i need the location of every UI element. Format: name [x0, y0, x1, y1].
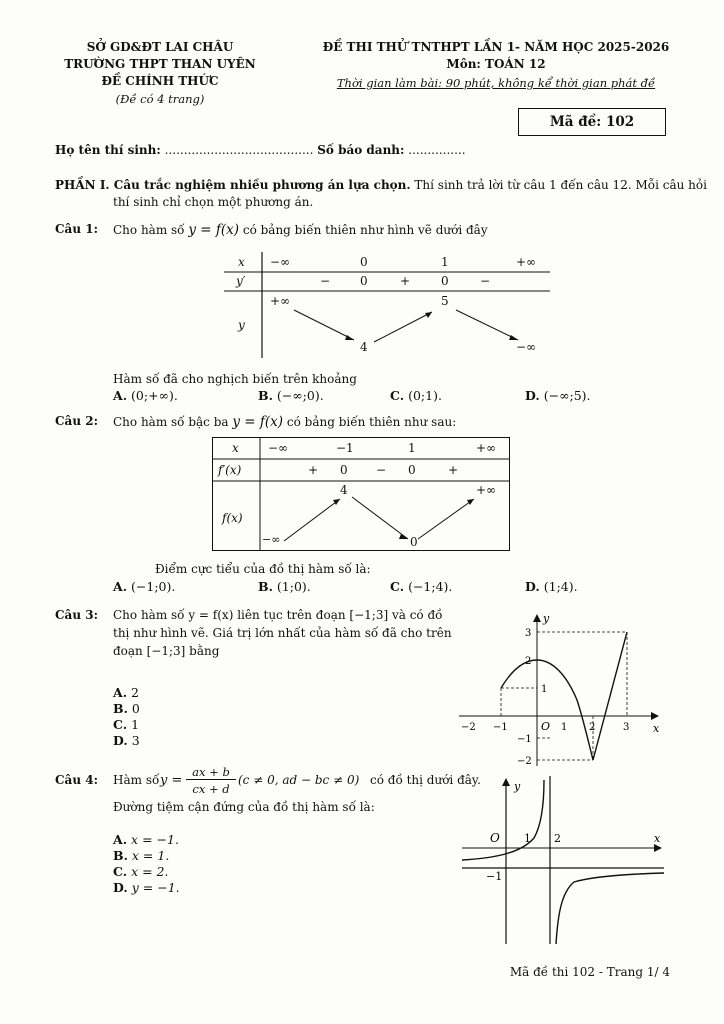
q4-text-a: Hàm số — [113, 773, 160, 787]
q4-y-axis-label: y — [514, 780, 521, 793]
q4-hyperbola-graph — [458, 772, 668, 948]
q1-table-y-neginf: −∞ — [516, 340, 537, 354]
q2-table-f-0: 0 — [410, 535, 418, 549]
q2-table-x-neginf: −∞ — [268, 441, 289, 455]
q3-x-tick-neg1: −1 — [493, 722, 508, 733]
q2-option-c-key: C. — [390, 579, 405, 594]
q3-option-c-value: 1 — [131, 717, 140, 732]
q2-variation-table — [212, 437, 510, 551]
q1-variation-table — [224, 252, 550, 360]
q1-table-yp-sign1: − — [320, 274, 331, 288]
q1-table-yp-label: y′ — [236, 274, 246, 288]
q2-option-c[interactable] — [390, 579, 452, 594]
q3-option-b[interactable] — [113, 701, 140, 716]
q3-option-b-value: 0 — [131, 701, 140, 716]
q3-label: Câu 3: — [55, 608, 99, 622]
q4-condition: (c ≠ 0, ad − bc ≠ 0) — [238, 773, 360, 787]
q2-formula: y = f(x) — [232, 414, 284, 430]
q1-option-d-value: (−∞;5). — [543, 388, 591, 403]
q2-option-c-value: (−1;4). — [408, 579, 453, 594]
official-label: ĐỀ CHÍNH THỨC — [101, 74, 219, 88]
q2-table-fp-sign3: + — [448, 463, 459, 477]
q4-option-d-value: y = −1. — [131, 880, 180, 895]
q1-table-yp-sign2: + — [400, 274, 411, 288]
q1-option-a-value: (0;+∞). — [131, 388, 178, 403]
q2-text-a: Cho hàm số bậc ba — [113, 415, 229, 429]
q1-option-c-value: (0;1). — [408, 388, 442, 403]
q4-option-a[interactable] — [113, 832, 179, 847]
q2-table-x-label: x — [232, 441, 239, 455]
q3-y-tick-1: 1 — [541, 684, 548, 695]
q4-text-b: có đồ thị dưới đây. — [370, 773, 481, 787]
q1-table-x-neginf: −∞ — [270, 255, 291, 269]
q4-option-b-value: x = 1. — [131, 848, 170, 863]
q4-option-b[interactable] — [113, 848, 169, 863]
q2-table-f-neginf: −∞ — [262, 533, 281, 546]
q2-option-a[interactable] — [113, 579, 175, 594]
q4-option-c-value: x = 2. — [131, 864, 169, 879]
q1-table-x-0: 0 — [360, 255, 368, 269]
q1-option-d-key: D. — [525, 388, 540, 403]
part-1-heading — [55, 178, 707, 192]
q1-table-yp-zero2: 0 — [441, 274, 449, 288]
q4-label: Câu 4: — [55, 773, 99, 787]
time-label: Thời gian làm bài: 90 phút, không kể thời gian phát đề — [336, 76, 656, 90]
q3-y-tick-neg1: −1 — [517, 734, 532, 745]
q1-table-yp-zero1: 0 — [360, 274, 368, 288]
q3-x-tick-neg2: −2 — [461, 722, 476, 733]
q1-text — [113, 222, 488, 238]
q2-table-fp-zero1: 0 — [340, 463, 348, 477]
q3-option-c-key: C. — [113, 717, 128, 732]
q1-option-c-key: C. — [390, 388, 405, 403]
q3-line-1: Cho hàm số y = f(x) liên tục trên đoạn [−1;3] và có đồ — [113, 608, 443, 622]
q3-option-b-key: B. — [113, 701, 128, 716]
q2-label: Câu 2: — [55, 414, 99, 428]
q1-option-c[interactable] — [390, 388, 442, 403]
q2-table-f-label: f(x) — [222, 511, 243, 525]
q4-x-tick-1: 1 — [524, 832, 531, 845]
q4-origin-label: O — [490, 831, 500, 845]
q3-x-tick-2: 2 — [589, 722, 596, 733]
q1-option-d[interactable] — [525, 388, 591, 403]
q2-text-b: có bảng biến thiên như sau: — [286, 415, 457, 429]
exam-code-box: Mã đề: 102 — [518, 108, 666, 136]
q3-y-tick-3: 3 — [525, 628, 532, 639]
q3-y-tick-2: 2 — [525, 656, 532, 667]
q4-option-a-value: x = −1. — [131, 832, 179, 847]
student-name-label: Họ tên thí sinh: — [55, 143, 161, 157]
q3-option-c[interactable] — [113, 717, 139, 732]
q1-table-y-posinf: +∞ — [270, 294, 291, 308]
q2-option-a-key: A. — [113, 579, 128, 594]
q1-option-b[interactable] — [258, 388, 324, 403]
q3-line-3: đoạn [−1;3] bằng — [113, 644, 220, 658]
q1-option-a-key: A. — [113, 388, 128, 403]
q2-table-fp-label: f′(x) — [218, 463, 242, 477]
q4-y-equals: y = — [160, 773, 183, 788]
q4-x-axis-label: x — [654, 832, 661, 845]
page-count: (Đề có 4 trang) — [115, 92, 205, 106]
q4-y-tick-neg1: −1 — [486, 870, 503, 883]
q2-option-a-value: (−1;0). — [131, 579, 176, 594]
q4-option-a-key: A. — [113, 832, 128, 847]
student-name-dots: ....................................... — [164, 143, 314, 157]
q1-table-y-label: y — [238, 318, 245, 332]
department-name: SỞ GD&ĐT LAI CHÂU — [86, 40, 234, 54]
q1-text-b: có bảng biến thiên như hình vẽ dưới đây — [242, 223, 488, 237]
q3-y-tick-neg2: −2 — [517, 756, 532, 767]
q2-option-b[interactable] — [258, 579, 311, 594]
q4-formula-denominator: cx + d — [192, 782, 230, 796]
q2-table-x-1: 1 — [408, 441, 416, 455]
q2-table-fp-zero2: 0 — [408, 463, 416, 477]
q1-table-x-posinf: +∞ — [516, 255, 537, 269]
q1-table-y-5: 5 — [441, 294, 449, 308]
q4-option-d[interactable] — [113, 880, 180, 895]
q4-option-c-key: C. — [113, 864, 128, 879]
q2-prompt: Điểm cực tiểu của đồ thị hàm số là: — [155, 562, 371, 576]
q2-option-d-value: (1;4). — [543, 579, 578, 594]
q1-option-b-key: B. — [258, 388, 273, 403]
q3-option-d-key: D. — [113, 733, 128, 748]
q4-prompt: Đường tiệm cận đứng của đồ thị hàm số là: — [113, 800, 375, 814]
q2-option-d[interactable] — [525, 579, 578, 594]
q3-option-a-key: A. — [113, 685, 128, 700]
q4-option-d-key: D. — [113, 880, 128, 895]
q1-text-a: Cho hàm số — [113, 223, 185, 237]
q2-table-x-minus1: −1 — [336, 441, 354, 455]
subject-label: Môn: TOÁN 12 — [446, 57, 546, 71]
q3-x-tick-1: 1 — [561, 722, 568, 733]
part-1-instruction: Thí sinh trả lời từ câu 1 đến câu 12. Mỗi câu hỏi — [410, 178, 707, 192]
q4-option-b-key: B. — [113, 848, 128, 863]
q1-table-yp-sign3: − — [480, 274, 491, 288]
q2-table-f-posinf: +∞ — [476, 483, 497, 497]
q4-option-c[interactable] — [113, 864, 168, 879]
q1-table-x-1: 1 — [441, 255, 449, 269]
q1-table-y-4: 4 — [360, 340, 368, 354]
part-1-title: PHẦN I. Câu trắc nghiệm nhiều phương án lựa chọn. — [55, 178, 411, 192]
q3-option-a[interactable] — [113, 685, 139, 700]
q3-y-axis-label: y — [543, 612, 550, 625]
q3-option-d[interactable] — [113, 733, 140, 748]
q2-table-fp-sign1: + — [308, 463, 319, 477]
q3-x-axis-label: x — [653, 722, 660, 735]
q1-prompt: Hàm số đã cho nghịch biến trên khoảng — [113, 372, 357, 386]
q2-table-x-posinf: +∞ — [476, 441, 497, 455]
school-name: TRƯỜNG THPT THAN UYÊN — [64, 57, 256, 71]
q3-option-d-value: 3 — [131, 733, 140, 748]
q3-x-tick-3: 3 — [623, 722, 630, 733]
q1-option-b-value: (−∞;0). — [276, 388, 324, 403]
exam-title: ĐỀ THI THỬ TNTHPT LẦN 1- NĂM HỌC 2025-2026 — [322, 40, 670, 54]
q2-table-f-4: 4 — [340, 483, 348, 497]
q3-origin-label: O — [541, 720, 551, 733]
page-footer: Mã đề thi 102 - Trang 1/ 4 — [509, 965, 670, 979]
q2-text — [113, 414, 456, 430]
q2-table-fp-sign2: − — [376, 463, 387, 477]
q1-label: Câu 1: — [55, 222, 99, 236]
q3-option-a-value: 2 — [131, 685, 139, 700]
student-id-label: Số báo danh: — [317, 143, 405, 157]
q1-option-a[interactable] — [113, 388, 178, 403]
q2-option-b-key: B. — [258, 579, 273, 594]
q3-line-2: thị như hình vẽ. Giá trị lớn nhất của hàm số đã cho trên — [113, 626, 452, 640]
part-1-instruction-2: thí sinh chỉ chọn một phương án. — [113, 195, 314, 209]
q4-formula-numerator: ax + b — [186, 765, 236, 780]
q1-formula: y = f(x) — [188, 222, 240, 238]
student-info-line — [55, 143, 466, 157]
q2-option-b-value: (1;0). — [276, 579, 311, 594]
q2-option-d-key: D. — [525, 579, 540, 594]
q1-table-x-label: x — [238, 255, 245, 269]
q3-function-graph — [455, 610, 665, 770]
q4-x-tick-2: 2 — [554, 832, 561, 845]
student-id-dots: ............... — [408, 143, 466, 157]
